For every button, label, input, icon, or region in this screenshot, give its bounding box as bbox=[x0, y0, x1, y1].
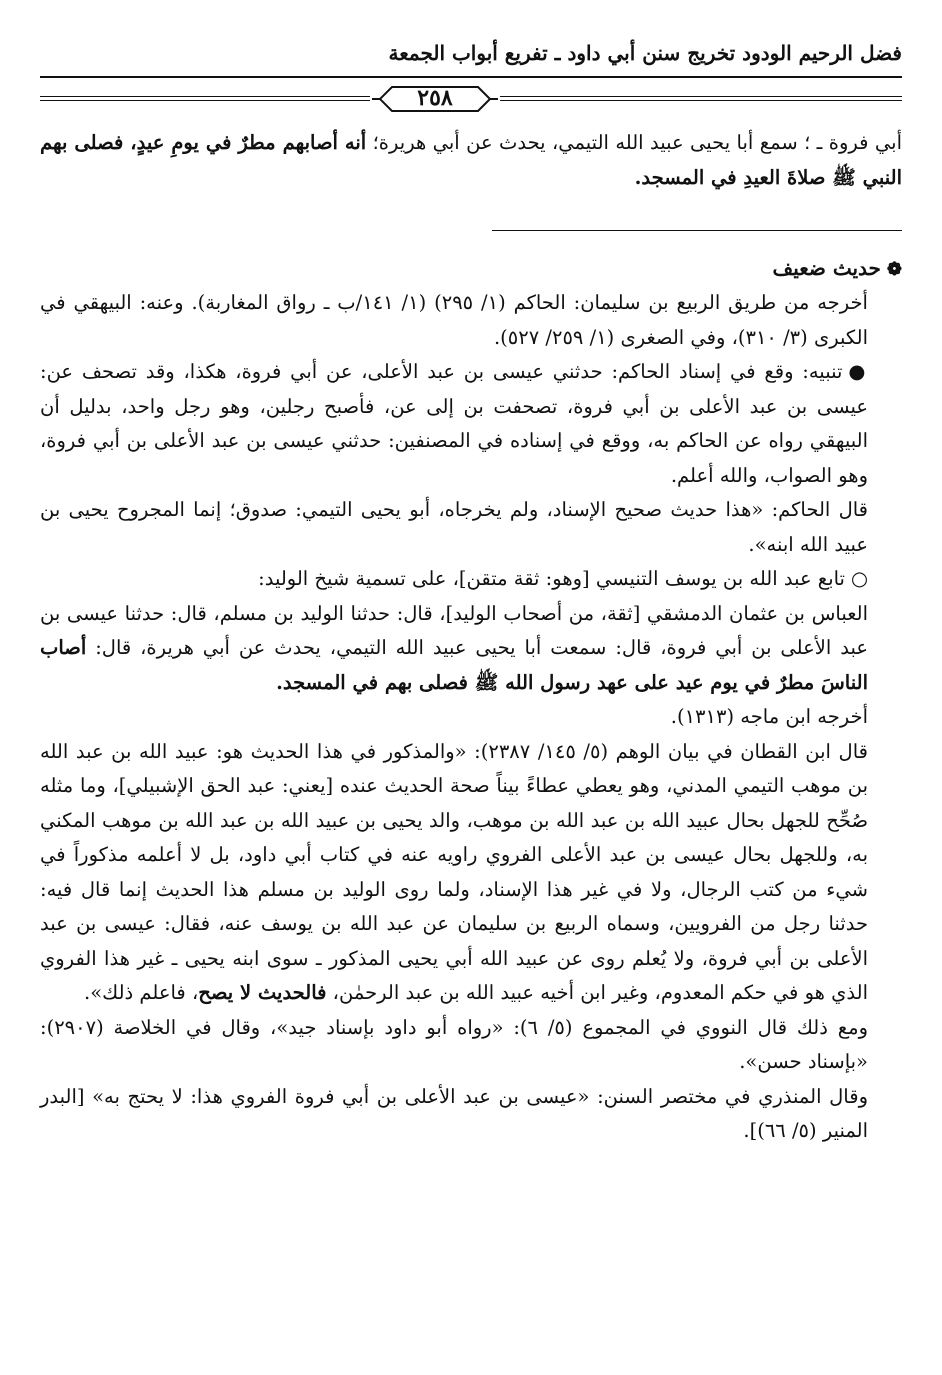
paragraph-5-bold: أصاب الناسَ مطرٌ في يوم عيد على عهد رسول الله ﷺ فصلى بهم في المسجد. bbox=[40, 636, 868, 694]
page-number-ornament bbox=[370, 83, 500, 113]
header-rule-top bbox=[40, 76, 902, 78]
paragraph-2-text: تنبيه: وقع في إسناد الحاكم: حدثني عيسى بن عبد الأعلى، عن أبي فروة، هكذا، وقد تصحف عن: عيسى بن عبد الأعلى بن أبي فروة، تصحفت بن إلى عن، فأصبح رجلين، وهو رجل واحد، بدليل أن البيهقي رواه عن الحاكم به، ووقع في إسناده في المصنفين: حدثني عيسى بن عبد الأعلى بن أبي فروة، وهو الصواب، والله أعلم. bbox=[40, 360, 868, 487]
header-rule-right-2 bbox=[500, 100, 902, 101]
paragraph-5-text: العباس بن عثمان الدمشقي [ثقة، من أصحاب الوليد]، قال: حدثنا الوليد بن مسلم، قال: حدثنا عيسى بن عبد الأعلى بن أبي فروة، قال: سمعت أبا يحيى عبيد الله التيمي، يحدث عن أبي هريرة، قال: bbox=[40, 601, 868, 659]
page-number: ٢٥٨ bbox=[417, 85, 453, 111]
paragraph-4-text: تابع عبد الله بن يوسف التنيسي [وهو: ثقة متقن]، على تسمية شيخ الوليد: bbox=[258, 567, 845, 590]
paragraph-4 bbox=[40, 562, 902, 597]
paragraph-7-text: قال ابن القطان في بيان الوهم (٥/ ١٤٥/ ٢٣٨٧): «والمذكور في هذا الحديث هو: عبيد الله بن عبد الله بن موهب التيمي المدني، وهو يعطي عطاءً بيناً صحة الحديث عنده [يعني: عبد الحق الإشبيلي]، وما مثله صُحِّح للجهل بحال عبيد الله بن عبد الله بن موهب، والد يحيى بن عبيد الله بن عبد الله بن موهب المكني به، وللجهل بحال عيسى بن عبد الأعلى الفروي راويه عنه في كتاب أبي داود، بل لا أعلمه مذكوراً في شيء من كتب الرجال، ولا في غير هذا الإسناد، ولما روى الوليد بن مسلم هذا الحديث إنما قال فيه: حدثنا رجل من الفرويين، وسماه الربيع بن سليمان عن عبد الله بن يوسف عنه، فقال: عيسى بن عبد الأعلى بن أبي فروة، ولا يُعلم روى عن عبيد الله أبي يحيى المذكور ـ سوى ابنه يحيى ـ غير هذا الفروي الذي هو في حكم المعدوم، وغير ابن أخيه عبيد الله بن عبد الرحمٰن، bbox=[40, 739, 868, 1004]
paragraph-7-end: ، فاعلم ذلك». bbox=[84, 981, 199, 1004]
paragraph-5 bbox=[40, 597, 902, 701]
circle-bullet-icon: ○ bbox=[850, 567, 868, 590]
header-rule-right bbox=[500, 96, 902, 97]
paragraph-2 bbox=[40, 355, 902, 493]
section-heading bbox=[773, 253, 903, 285]
header-rule-left-2 bbox=[40, 100, 370, 101]
paragraph-9: وقال المنذري في مختصر السنن: «عيسى بن عبد الأعلى بن أبي فروة الفروي هذا: لا يحتج به» [البدر المنير (٥/ ٦٦)]. bbox=[40, 1084, 868, 1142]
header-rule-left bbox=[40, 96, 370, 97]
section-divider bbox=[492, 230, 902, 231]
flower-icon: ❁ bbox=[886, 259, 902, 280]
bullet-icon: ● bbox=[848, 360, 868, 383]
top-paragraph-bold: أنه أصابهم مطرٌ في يومِ عيدٍ، فصلى بهم النبي ﷺ صلاةَ العيدِ في المسجد. bbox=[40, 131, 902, 189]
paragraph-3: قال الحاكم: «هذا حديث صحيح الإسناد، ولم يخرجاه، أبو يحيى التيمي: صدوق؛ إنما المجروح يحيى بن عبيد الله ابنه». bbox=[40, 498, 868, 556]
paragraph-1: أخرجه من طريق الربيع بن سليمان: الحاكم (١/ ٢٩٥) (١/ ١٤١/ب ـ رواق المغاربة). وعنه: البيهقي في الكبرى (٣/ ٣١٠)، وفي الصغرى (١/ ٢٥٩/ ٥٢٧). bbox=[40, 291, 868, 349]
top-paragraph-text: أبي فروة ـ ؛ سمع أبا يحيى عبيد الله التيمي، يحدث عن أبي هريرة؛ bbox=[366, 131, 902, 154]
book-page bbox=[40, 38, 902, 1358]
section-heading-text: حديث ضعيف bbox=[772, 256, 881, 280]
main-body bbox=[40, 286, 902, 1149]
running-header-title: فضل الرحيم الودود تخريج سنن أبي داود ـ تفريع أبواب الجمعة bbox=[388, 41, 902, 65]
paragraph-7-bold: فالحديث لا يصح bbox=[198, 981, 327, 1004]
paragraph-6: أخرجه ابن ماجه (١٣١٣). bbox=[670, 705, 868, 728]
paragraph-8: ومع ذلك قال النووي في المجموع (٥/ ٦): «رواه أبو داود بإسناد جيد»، وقال في الخلاصة (٢٩٠٧): «بإسناد حسن». bbox=[40, 1015, 868, 1073]
paragraph-7 bbox=[40, 735, 902, 1011]
top-paragraph bbox=[40, 126, 902, 195]
